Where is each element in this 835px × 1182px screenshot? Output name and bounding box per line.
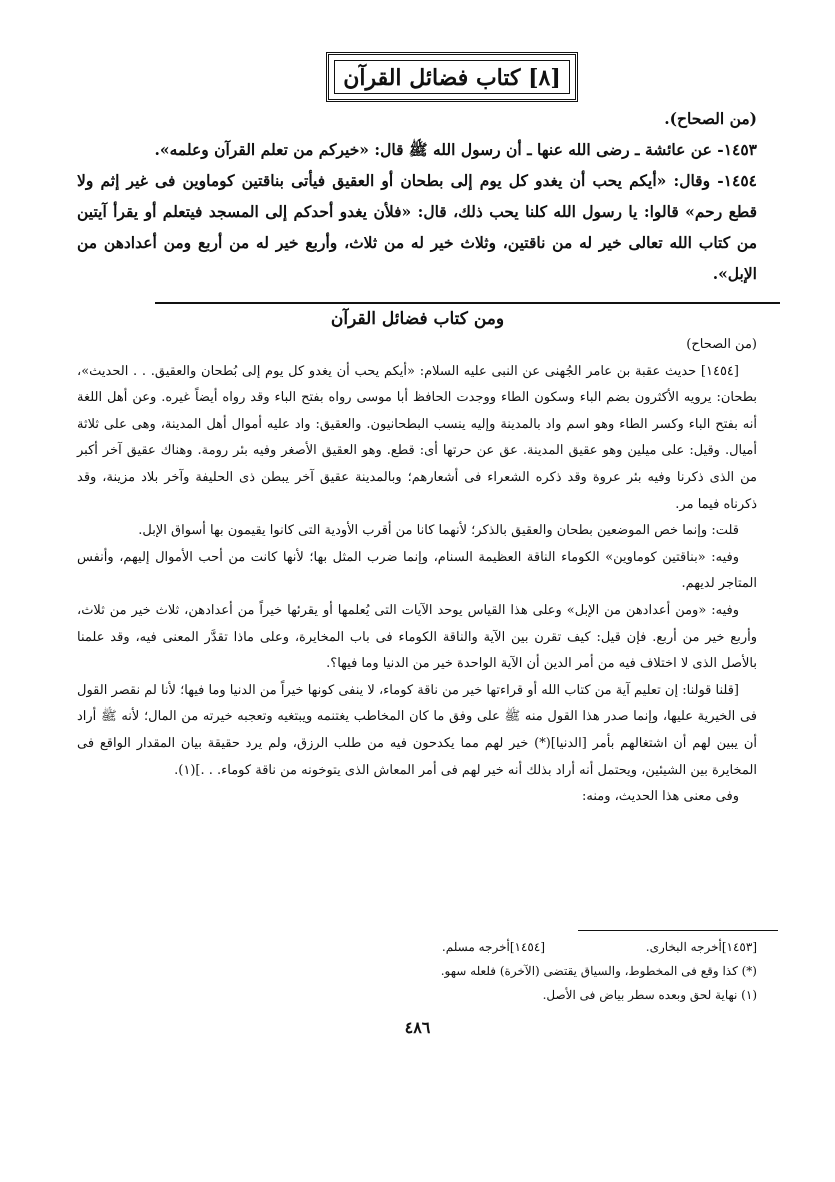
- commentary-paragraph: وفى معنى هذا الحديث، ومنه:: [581, 789, 739, 805]
- section-divider: [155, 302, 780, 304]
- chapter-title-frame: [326, 52, 578, 102]
- hadith-1454: [77, 165, 757, 289]
- hadith-text: عن عائشة ـ رضى الله عنها ـ أن رسول الله ﷺ قال: «خيركم من تعلم القرآن وعلمه».: [154, 140, 712, 159]
- hadith-number: ١٤٥٣-: [717, 140, 757, 159]
- commentary-paragraph: [١٤٥٤] حديث عقبة بن عامر الجُهنى عن النبى عليه السلام: «أيكم يحب أن يغدو كل يوم إلى بُطحان والعقيق. . . الحديث»، بطحان: يرويه الأكثرون بضم الباء وسكون الطاء ووجدت الحافظ أبا موسى رواه بفتح الباء وقد رواه أيضاً غيره. وعن أهل اللغة أنه بفتح الباء وكسر الطاء وهو اسم واد بالمدينة وإليه ينسب البطحانيون. والعقيق: واد عليه أموال أهل المدينة، وهى على ثلاثة أميال. وقيل: على ميلين وهو عقيق المدينة. عق عن حرتها أى: قطع. وهو العقيق الأصغر وفيه بئر رومة. وهناك عقيق آخر أكبر من الذى ذكرنا وفيه بئر عروة وقد ذكره الشعراء فى أشعارهم؛ وبالمدينة عقيق آخر يبطن ذى الحليفة وآخر بلاد مزينة، وقد ذكرناه فيما مر.: [77, 363, 757, 512]
- hadith-number: ١٤٥٤-: [717, 171, 757, 190]
- footnote-1454: [١٤٥٤]أخرجه مسلم.: [441, 940, 545, 954]
- hadith-1453: [77, 134, 757, 165]
- hadith-text: وقال: «أيكم يحب أن يغدو كل يوم إلى بطحان أو العقيق فيأتى بناقتين كوماوين فى غير إثم ولا قطع رحم» قالوا: يا رسول الله كلنا يحب ذلك، قال: «فلأن يغدو أحدكم إلى المسجد فيتعلم أو يقرأ آيتين من كتاب الله تعالى خير له من ناقتين، وثلاث خير له من ثلاث، وأربع خير له من أربع ومن أعدادهن من الإبل».: [77, 171, 757, 283]
- commentary-paragraph: [قلنا قولنا: إن تعليم آية من كتاب الله أو قراءتها خير من ناقة كوماء، لا ينفى كونها خيراً من الدنيا وما فيها؛ لأنا لم نقصر القول فى الخيرية عليها، وإنما صدر هذا القول منه ﷺ على وفق ما كان المخاطب يغتنمه ويبتغيه وتعجبه خيرته من المال؛ لأنه ﷺ أراد أن يبين لهم أن اشتغالهم بأمر [الدنيا](*) خير لهم مما يكدحون فيه من طلب الرزق، ولم يرد حقيقة بيان المقدار الواقع فى المخايرة بين الشيئين، ويحتمل أنه أراد بذلك أنه خير لهم فى أمر المعاش الذى يتوخونه من ناقة كوماء. . .](١).: [77, 682, 757, 778]
- footnote-divider: [578, 930, 778, 931]
- footnote-one: (١) نهاية لحق وبعده سطر بياض فى الأصل.: [542, 988, 757, 1002]
- commentary-section: [77, 332, 757, 811]
- footnote-1453: [١٤٥٣]أخرجه البخارى.: [645, 940, 757, 954]
- source-label: (من الصحاح): [686, 337, 757, 352]
- hadith-section: [77, 103, 757, 289]
- footnote-star: (*) كذا وقع فى المخطوط، والسياق يقتضى (الآخرة) فلعله سهو.: [440, 964, 757, 978]
- commentary-paragraph: وفيه: «بناقتين كوماوين» الكوماء الناقة العظيمة السنام، وإنما ضرب المثل بها؛ لأنها كانت من أحب الأموال إليهم، وأنفس المتاجر لديهم.: [77, 549, 757, 592]
- source-label: (من الصحاح).: [664, 109, 757, 128]
- page-number: ٤٨٦: [404, 1018, 431, 1037]
- chapter-title: [٨] كتاب فضائل القرآن: [343, 65, 561, 91]
- section-title: ومن كتاب فضائل القرآن: [330, 309, 505, 329]
- commentary-paragraph: وفيه: «ومن أعدادهن من الإبل» وعلى هذا القياس يوحد الآيات التى يُعلمها أو يقرئها خيراً من أعدادهن، ثلاث خير من ثلاث، وأربع خير من أربع. فإن قيل: كيف تقرن بين الآية والناقة الكوماء فى باب المخايرة، وعلى ماذا تقدَّر المعنى فيه، وقد علمنا بالأصل الذى لا اختلاف فيه من أمر الدين أن الآية الواحدة خير من الدنيا وما فيها؟.: [77, 602, 757, 672]
- commentary-paragraph: قلت: وإنما خص الموضعين بطحان والعقيق بالذكر؛ لأنهما كانا من أقرب الأودية التى كانوا يقيمون بها أسواق الإبل.: [138, 523, 739, 539]
